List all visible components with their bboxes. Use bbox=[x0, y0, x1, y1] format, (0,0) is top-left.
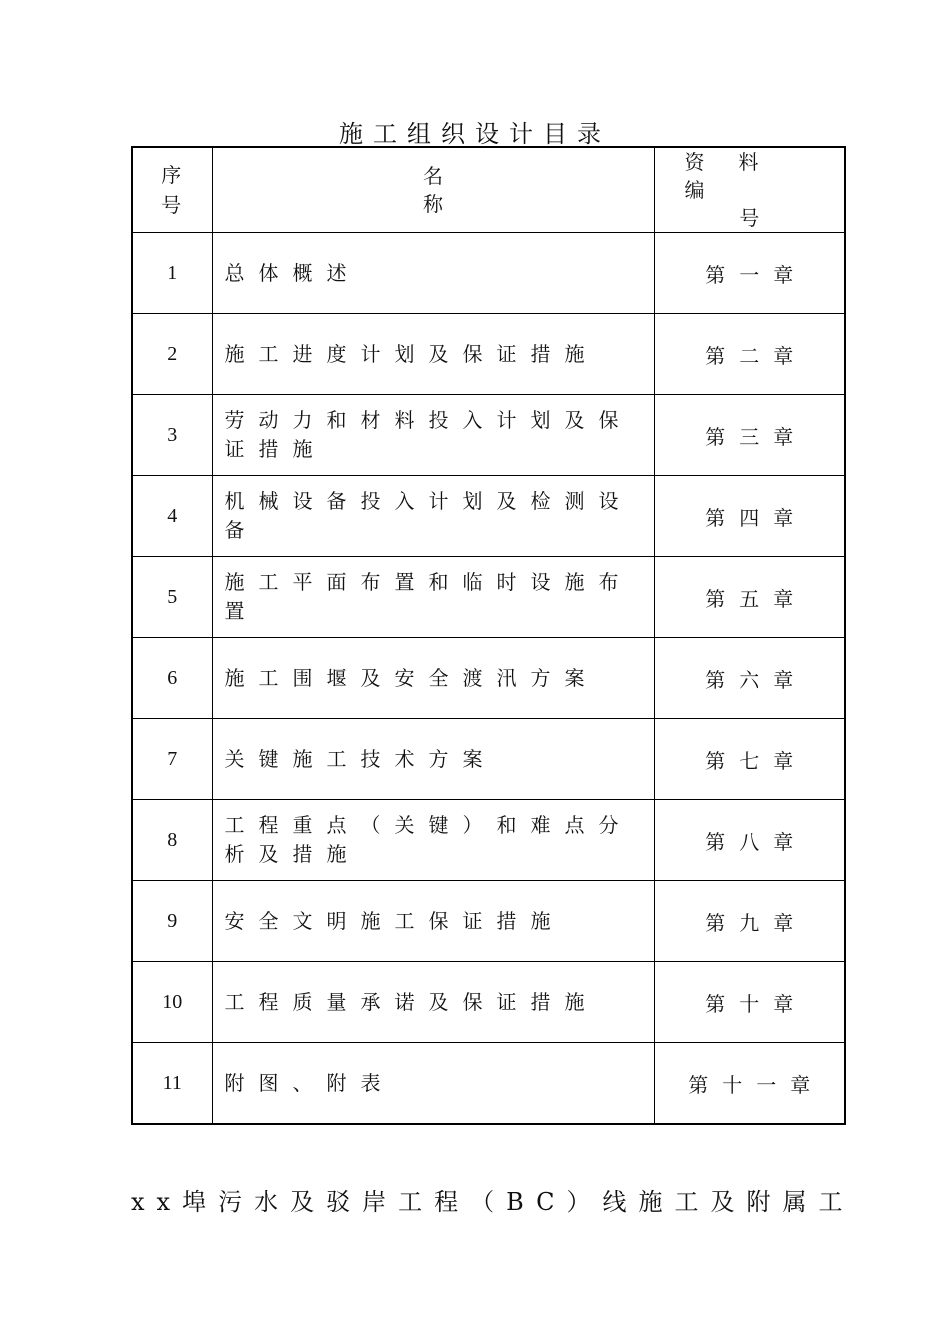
header-name: 名 称 bbox=[212, 147, 654, 233]
row-name: 劳动力和材料投入计划及保证措施 bbox=[212, 395, 654, 476]
row-index: 7 bbox=[132, 719, 212, 800]
project-name-line: xx埠污水及驳岸工程（BC）线施工及附属工 bbox=[131, 1188, 855, 1216]
row-code: 第五章 bbox=[654, 557, 845, 638]
row-name: 机械设备投入计划及检测设备 bbox=[212, 476, 654, 557]
table-row bbox=[132, 314, 845, 395]
table-row bbox=[132, 800, 845, 881]
row-name: 附图、附表 bbox=[212, 1043, 654, 1125]
row-code: 第二章 bbox=[654, 314, 845, 395]
row-index: 2 bbox=[132, 314, 212, 395]
row-index: 5 bbox=[132, 557, 212, 638]
row-name: 施工进度计划及保证措施 bbox=[212, 314, 654, 395]
row-name: 工程重点（关键）和难点分析及措施 bbox=[212, 800, 654, 881]
row-code: 第九章 bbox=[654, 881, 845, 962]
row-code: 第三章 bbox=[654, 395, 845, 476]
header-code: 资料编 号 bbox=[654, 147, 845, 233]
row-index: 9 bbox=[132, 881, 212, 962]
row-index: 3 bbox=[132, 395, 212, 476]
row-index: 1 bbox=[132, 233, 212, 314]
row-index: 10 bbox=[132, 962, 212, 1043]
row-code: 第四章 bbox=[654, 476, 845, 557]
row-code: 第十章 bbox=[654, 962, 845, 1043]
table-row bbox=[132, 962, 845, 1043]
row-name: 施工围堰及安全渡汛方案 bbox=[212, 638, 654, 719]
row-code: 第十一章 bbox=[654, 1043, 845, 1125]
row-index: 8 bbox=[132, 800, 212, 881]
row-code: 第八章 bbox=[654, 800, 845, 881]
row-name: 工程质量承诺及保证措施 bbox=[212, 962, 654, 1043]
row-name: 施工平面布置和临时设施布置 bbox=[212, 557, 654, 638]
row-code: 第一章 bbox=[654, 233, 845, 314]
row-name: 关键施工技术方案 bbox=[212, 719, 654, 800]
table-row bbox=[132, 1043, 845, 1125]
row-index: 4 bbox=[132, 476, 212, 557]
table-row bbox=[132, 233, 845, 314]
row-index: 6 bbox=[132, 638, 212, 719]
table-row bbox=[132, 719, 845, 800]
row-code: 第七章 bbox=[654, 719, 845, 800]
row-name: 安全文明施工保证措施 bbox=[212, 881, 654, 962]
table-row bbox=[132, 395, 845, 476]
table-row bbox=[132, 476, 845, 557]
table-row bbox=[132, 638, 845, 719]
row-name: 总体概述 bbox=[212, 233, 654, 314]
header-index: 序 号 bbox=[132, 147, 212, 233]
row-code: 第六章 bbox=[654, 638, 845, 719]
table-row bbox=[132, 881, 845, 962]
table-row bbox=[132, 557, 845, 638]
table-header-row bbox=[132, 147, 845, 233]
page-title: 施工组织设计目录 bbox=[339, 120, 611, 148]
toc-table bbox=[131, 146, 846, 1125]
row-index: 11 bbox=[132, 1043, 212, 1125]
